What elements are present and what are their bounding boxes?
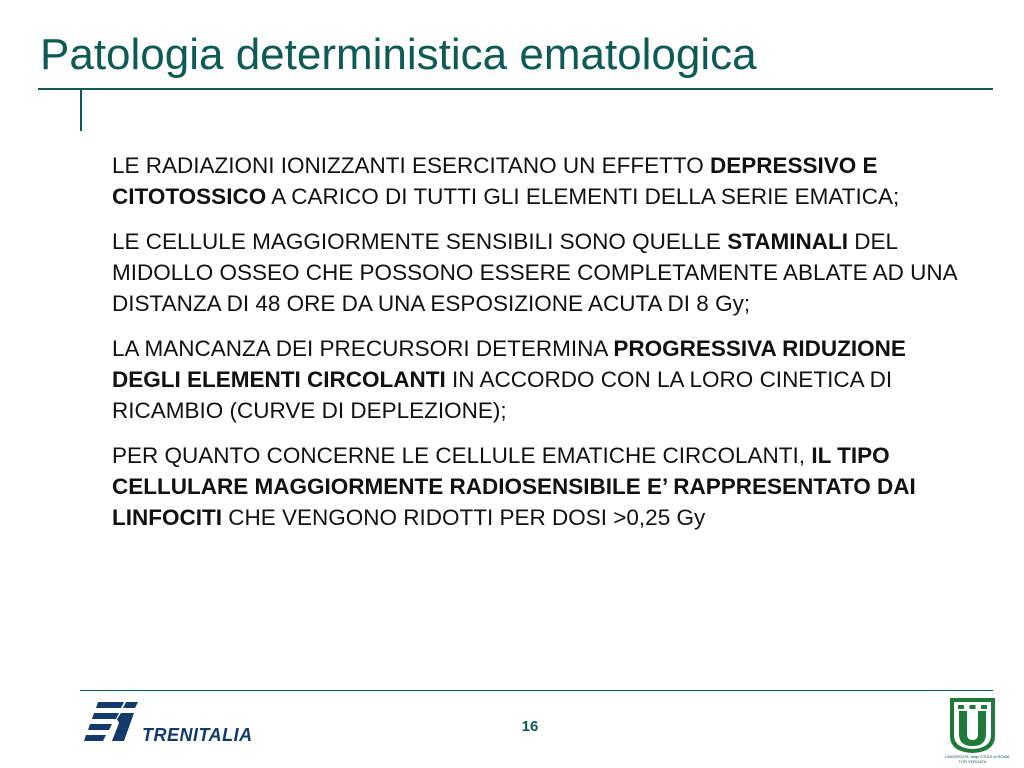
paragraph-3-bold: PROGRESSIVA RIDUZIONE DEGLI ELEMENTI CIRCOLANTI	[112, 336, 906, 392]
slide-body	[112, 150, 972, 547]
title-underline	[38, 88, 993, 90]
paragraph-3-text-b: IN ACCORDO CON LA LORO CINETICA DI RICAMBIO (CURVE DI DEPLEZIONE);	[112, 367, 893, 423]
tor-vergata-caption-line1: UNIVERSITA' degli STUDI di ROMA	[945, 754, 1010, 759]
paragraph-2	[112, 226, 972, 319]
paragraph-2-text-b: DEL MIDOLLO OSSEO CHE POSSONO ESSERE COMPLETAMENTE ABLATE AD UNA DISTANZA DI 48 ORE DA UNA ESPOSIZIONE ACUTA DI 8 Gy;	[112, 229, 957, 316]
tor-vergata-crest-icon	[945, 696, 1000, 754]
paragraph-1-bold: DEPRESSIVO E CITOTOSSICO	[112, 153, 878, 209]
paragraph-1-text-a: LE RADIAZIONI IONIZZANTI ESERCITANO UN EFFETTO	[112, 153, 710, 178]
page-title: Patologia deterministica ematologica	[40, 30, 757, 79]
paragraph-4-text-b: CHE VENGONO RIDOTTI PER DOSI >0,25 Gy	[221, 505, 706, 530]
paragraph-3	[112, 333, 972, 426]
paragraph-2-bold: STAMINALI	[727, 229, 849, 254]
paragraph-1	[112, 150, 972, 212]
page-number: 16	[521, 718, 539, 735]
paragraph-4-bold: IL TIPO CELLULARE MAGGIORMENTE RADIOSENSIBILE E’ RAPPRESENTATO DAI LINFOCITI	[112, 443, 916, 530]
trenitalia-logo-text: TRENITALIA	[142, 725, 253, 745]
paragraph-3-text-a: LA MANCANZA DEI PRECURSORI DETERMINA	[112, 336, 614, 361]
tor-vergata-logo	[945, 696, 1010, 766]
trenitalia-fs-mark-icon	[84, 698, 140, 748]
paragraph-4	[112, 440, 972, 533]
tor-vergata-caption	[945, 754, 1010, 764]
tor-vergata-caption-line2: TOR VERGATA	[958, 759, 987, 764]
trenitalia-logo	[84, 698, 254, 752]
title-underline-tick	[80, 88, 82, 131]
paragraph-4-text-a: PER QUANTO CONCERNE LE CELLULE EMATICHE CIRCOLANTI,	[112, 443, 812, 468]
footer-divider	[80, 690, 993, 691]
paragraph-1-text-b: A CARICO DI TUTTI GLI ELEMENTI DELLA SERIE EMATICA;	[266, 184, 900, 209]
paragraph-2-text-a: LE CELLULE MAGGIORMENTE SENSIBILI SONO QUELLE	[112, 229, 728, 254]
